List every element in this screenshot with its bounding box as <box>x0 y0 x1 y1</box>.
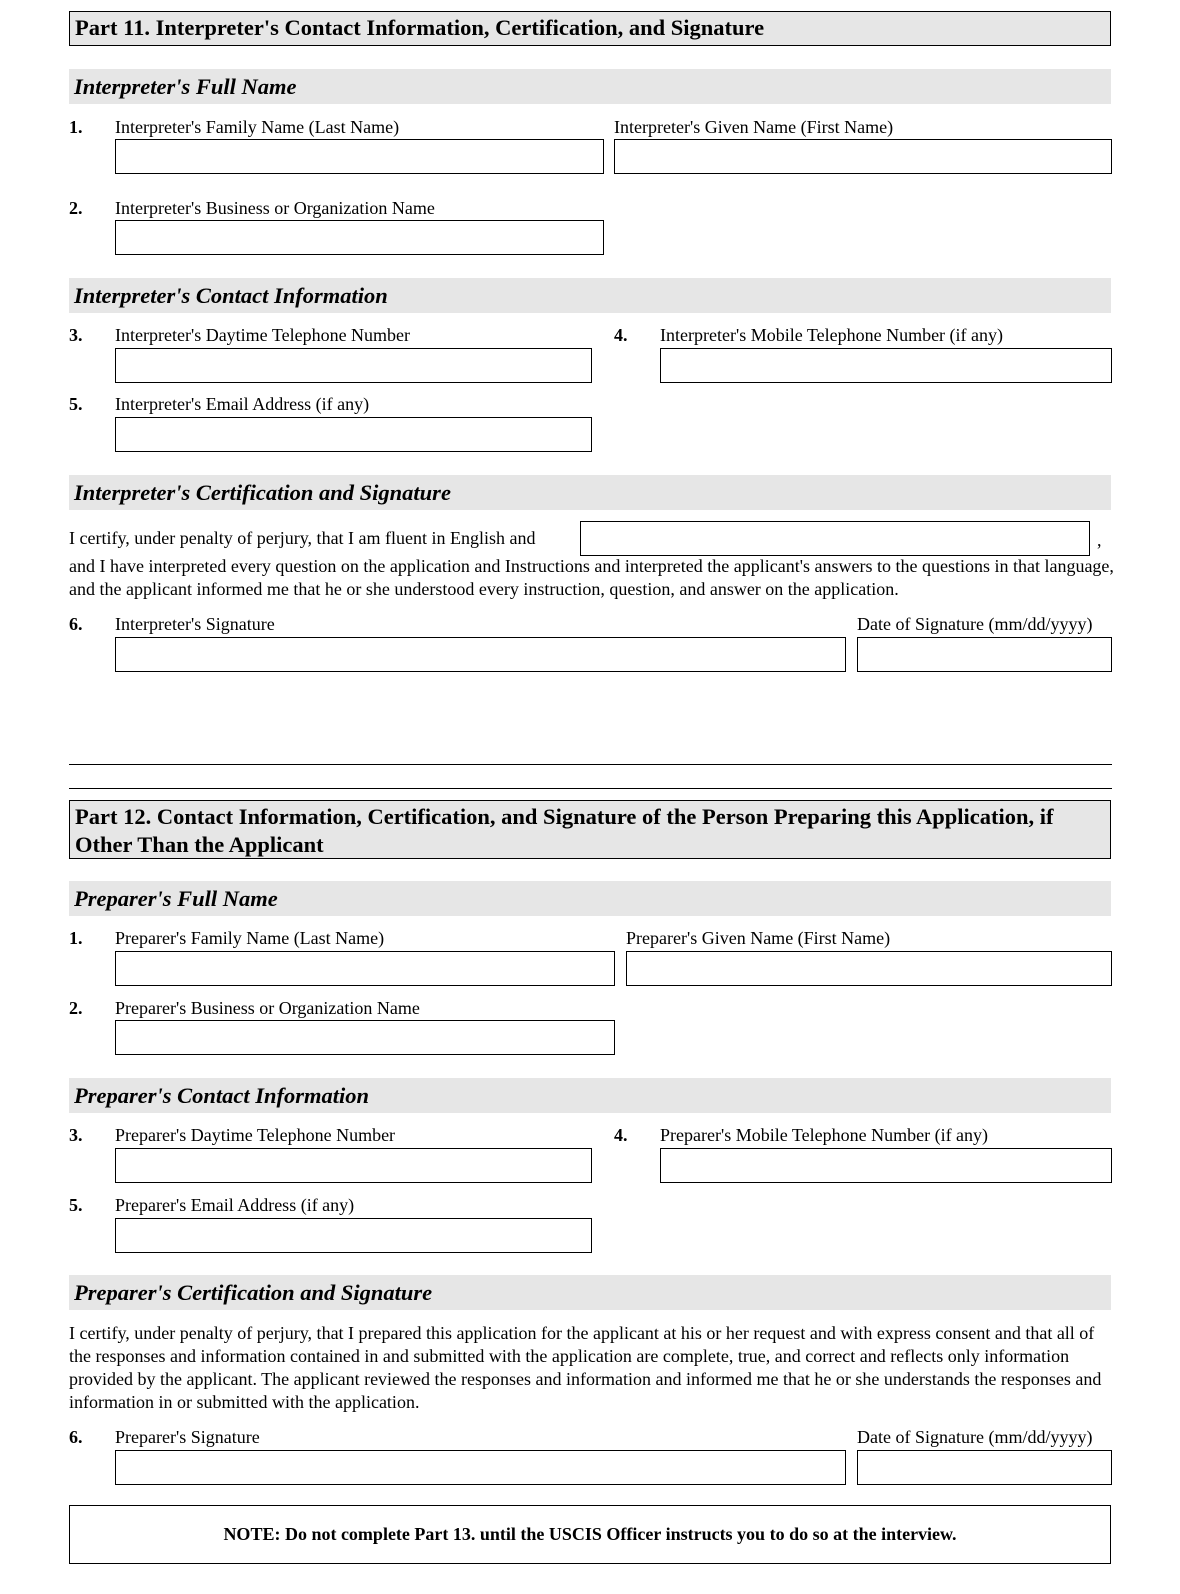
interpreter-email-label: Interpreter's Email Address (if any) <box>115 394 370 414</box>
cert-comma: , <box>1097 530 1102 550</box>
section-divider-top <box>69 764 1112 765</box>
part11-title: Part 11. Interpreter's Contact Information, Certification, and Signature <box>69 11 1111 46</box>
p11-q4-number: 4. <box>614 325 628 345</box>
interpreter-organization-field[interactable] <box>115 220 604 255</box>
preparer-full-name-heading: Preparer's Full Name <box>69 881 1111 916</box>
preparer-signature-label: Preparer's Signature <box>115 1427 260 1447</box>
preparer-mobile-phone-field[interactable] <box>660 1148 1112 1183</box>
interpreter-mobile-phone-label: Interpreter's Mobile Telephone Number (if any) <box>660 325 1004 345</box>
interpreter-contact-heading: Interpreter's Contact Information <box>69 278 1111 313</box>
preparer-family-name-label: Preparer's Family Name (Last Name) <box>115 928 385 948</box>
interpreter-signature-field[interactable] <box>115 637 846 672</box>
interpreter-family-name-label: Interpreter's Family Name (Last Name) <box>115 117 400 137</box>
interpreter-signature-label: Interpreter's Signature <box>115 614 275 634</box>
interpreter-language-field[interactable] <box>580 521 1090 556</box>
preparer-given-name-field[interactable] <box>626 951 1112 986</box>
p11-q2-number: 2. <box>69 198 83 218</box>
interpreter-certification-heading: Interpreter's Certification and Signature <box>69 475 1111 510</box>
p11-q6-number: 6. <box>69 614 83 634</box>
interpreter-given-name-field[interactable] <box>614 139 1112 174</box>
preparer-daytime-phone-field[interactable] <box>115 1148 592 1183</box>
p12-q3-number: 3. <box>69 1125 83 1145</box>
part12-title: Part 12. Contact Information, Certification, and Signature of the Person Preparing this Application, if Other Than the Applicant <box>69 800 1111 859</box>
p11-q3-number: 3. <box>69 325 83 345</box>
p11-q5-number: 5. <box>69 394 83 414</box>
preparer-email-field[interactable] <box>115 1218 592 1253</box>
preparer-organization-field[interactable] <box>115 1020 615 1055</box>
preparer-signature-date-field[interactable] <box>857 1450 1112 1485</box>
preparer-organization-label: Preparer's Business or Organization Name <box>115 998 420 1018</box>
interpreter-email-field[interactable] <box>115 417 592 452</box>
interpreter-cert-text-start: I certify, under penalty of perjury, that I am fluent in English and <box>69 528 536 548</box>
interpreter-signature-date-field[interactable] <box>857 637 1112 672</box>
p12-q1-number: 1. <box>69 928 83 948</box>
preparer-daytime-phone-label: Preparer's Daytime Telephone Number <box>115 1125 396 1145</box>
section-divider-bottom <box>69 788 1112 789</box>
p12-q4-number: 4. <box>614 1125 628 1145</box>
interpreter-daytime-phone-field[interactable] <box>115 348 592 383</box>
p12-q2-number: 2. <box>69 998 83 1018</box>
preparer-given-name-label: Preparer's Given Name (First Name) <box>626 928 891 948</box>
preparer-email-label: Preparer's Email Address (if any) <box>115 1195 355 1215</box>
interpreter-mobile-phone-field[interactable] <box>660 348 1112 383</box>
preparer-mobile-phone-label: Preparer's Mobile Telephone Number (if any) <box>660 1125 989 1145</box>
interpreter-full-name-heading: Interpreter's Full Name <box>69 69 1111 104</box>
interpreter-given-name-label: Interpreter's Given Name (First Name) <box>614 117 894 137</box>
interpreter-organization-label: Interpreter's Business or Organization Name <box>115 198 435 218</box>
interpreter-family-name-field[interactable] <box>115 139 604 174</box>
interpreter-signature-date-label: Date of Signature (mm/dd/yyyy) <box>857 614 1093 634</box>
preparer-signature-date-label: Date of Signature (mm/dd/yyyy) <box>857 1427 1093 1447</box>
preparer-cert-text: I certify, under penalty of perjury, that I prepared this application for the applicant at his or her request and with express consent and that all of the responses and information contained in and submitted with the application are complete, true, and correct and reflects only information provided by the applicant. The applicant reviewed the responses and information and informed me that he or she understands the responses and information in or submitted with the application. <box>69 1323 1102 1412</box>
part13-note: NOTE: Do not complete Part 13. until the USCIS Officer instructs you to do so at the interview. <box>69 1505 1111 1564</box>
preparer-contact-heading: Preparer's Contact Information <box>69 1078 1111 1113</box>
p11-q1-number: 1. <box>69 117 83 137</box>
interpreter-daytime-phone-label: Interpreter's Daytime Telephone Number <box>115 325 411 345</box>
preparer-family-name-field[interactable] <box>115 951 615 986</box>
p12-q5-number: 5. <box>69 1195 83 1215</box>
interpreter-cert-text: and I have interpreted every question on the application and Instructions and interpreted the applicant's answers to the questions in that language, and the applicant informed me that he or she understood every instruction, question, and answer on the application. <box>69 556 1114 599</box>
preparer-signature-field[interactable] <box>115 1450 846 1485</box>
p12-q6-number: 6. <box>69 1427 83 1447</box>
preparer-certification-heading: Preparer's Certification and Signature <box>69 1275 1111 1310</box>
